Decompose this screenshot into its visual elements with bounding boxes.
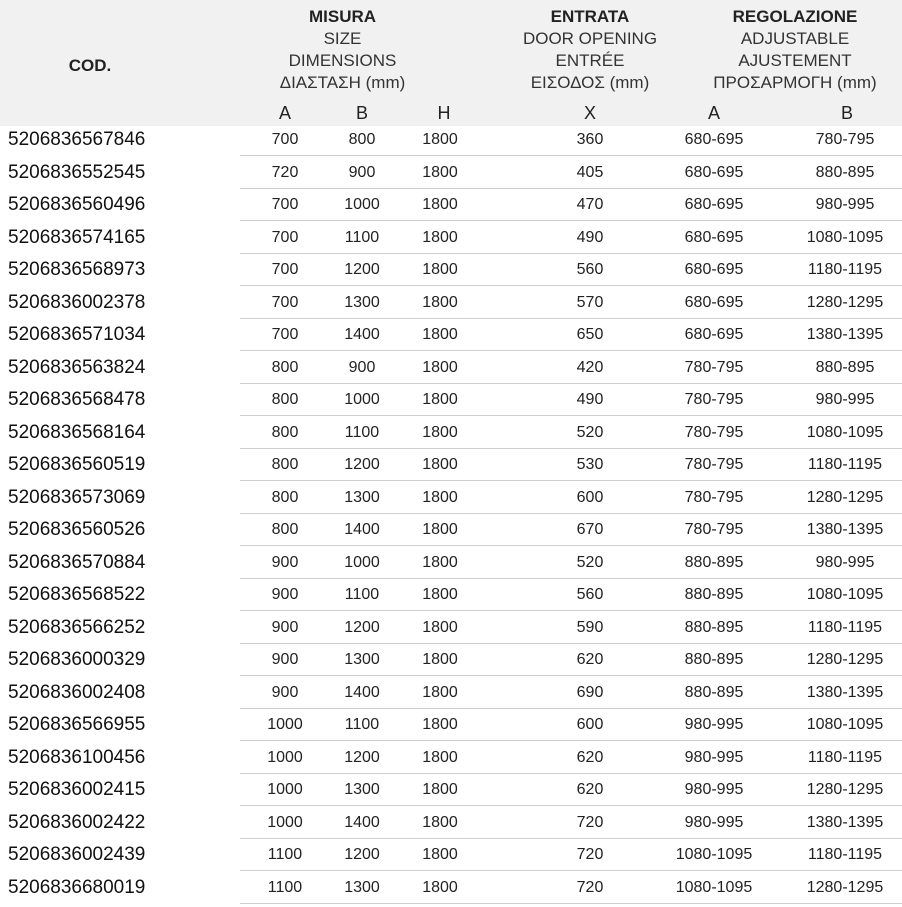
product-code-cell: 5206836568478: [8, 389, 146, 410]
door-opening-cell: 360: [576, 131, 604, 148]
door-opening-cell: 490: [576, 228, 604, 246]
door-opening-cell: 620: [576, 748, 604, 766]
adjust-a-cell: 1080-1095: [675, 878, 753, 896]
table-row: [0, 319, 902, 351]
adjust-a-cell: 880-895: [684, 618, 744, 636]
size-h-cell: 1800: [422, 391, 458, 408]
table-row: [0, 612, 902, 644]
size-a-cell: 700: [271, 261, 299, 278]
entry-header: [500, 6, 680, 94]
door-opening-cell: 470: [576, 196, 604, 213]
door-opening-cell: 405: [576, 163, 604, 181]
size-a-cell: 1000: [267, 813, 303, 831]
door-opening-cell: 720: [576, 813, 604, 831]
door-opening-cell: 530: [576, 456, 604, 473]
size-a-cell: 700: [271, 228, 299, 246]
product-code-cell: 5206836568164: [8, 421, 146, 443]
table-row: [0, 384, 902, 416]
size-h-cell: 1800: [422, 358, 458, 376]
adjust-a-cell: 780-795: [684, 358, 744, 376]
door-opening-cell: 690: [576, 683, 604, 701]
size-h-cell: 1800: [422, 651, 458, 668]
size-b-cell: 1300: [344, 878, 380, 896]
product-code-cell: 5206836552545: [8, 161, 146, 183]
size-a-cell: 1100: [267, 846, 303, 863]
size-h-cell: 1800: [422, 293, 458, 311]
door-opening-cell: 720: [576, 846, 604, 863]
size-h-cell: 1800: [422, 521, 458, 538]
door-opening-cell: 670: [576, 521, 604, 538]
size-b-cell: 1100: [344, 716, 380, 733]
table-row: [0, 514, 902, 546]
door-opening-cell: 520: [576, 553, 604, 571]
adjust-b-cell: 1280-1295: [806, 878, 884, 896]
adjust-a-cell: 880-895: [684, 683, 744, 701]
product-code-cell: 5206836571034: [8, 324, 146, 345]
size-a-cell: 700: [271, 131, 299, 148]
table-row: [0, 157, 902, 189]
size-a-cell: 800: [271, 488, 299, 506]
product-code-cell: 5206836570884: [8, 551, 146, 573]
product-code-cell: 5206836000329: [8, 649, 146, 670]
size-h-cell: 1800: [422, 878, 458, 896]
size-b-cell: 1400: [344, 813, 380, 831]
size-header-it: MISURA: [308, 7, 377, 26]
table-row: [0, 839, 902, 871]
door-opening-cell: 560: [576, 586, 604, 603]
adjust-b-cell: 1280-1295: [806, 293, 884, 311]
door-opening-cell: 620: [576, 781, 604, 798]
door-opening-cell: 620: [576, 651, 604, 668]
size-b-cell: 1200: [344, 618, 380, 636]
adjust-b-cell: 1080-1095: [806, 716, 884, 733]
adjust-b-cell: 980-995: [815, 553, 875, 571]
size-b-cell: 1400: [344, 326, 380, 343]
size-b-cell: 1300: [344, 293, 380, 311]
table-row: [0, 222, 902, 254]
code-header-label: COD.: [68, 56, 112, 75]
size-a-cell: 700: [271, 196, 299, 213]
adjust-a-cell: 680-695: [684, 228, 744, 246]
product-code-cell: 5206836002378: [8, 291, 146, 313]
size-h-cell: 1800: [422, 456, 458, 473]
size-h-cell: 1800: [422, 683, 458, 701]
table-row: [0, 254, 902, 286]
size-a-cell: 800: [271, 358, 299, 376]
subheader-adjust-a: A: [707, 103, 720, 123]
adjust-b-cell: 1380-1395: [806, 521, 884, 538]
adjust-b-cell: 1080-1095: [806, 228, 884, 246]
door-opening-cell: 490: [576, 391, 604, 408]
adjust-b-cell: 1080-1095: [806, 586, 884, 603]
size-h-cell: 1800: [422, 618, 458, 636]
product-code-cell: 5206836566252: [8, 616, 146, 638]
adjust-b-cell: 1380-1395: [806, 813, 884, 831]
adjust-header-fr: AJUSTEMENT: [738, 51, 852, 70]
size-b-cell: 1200: [344, 261, 380, 278]
table-row: [0, 872, 902, 904]
door-opening-cell: 650: [576, 326, 604, 343]
size-b-cell: 1300: [344, 651, 380, 668]
size-b-cell: 1200: [344, 846, 380, 863]
product-code-cell: 5206836567846: [8, 129, 146, 150]
table-row: [0, 287, 902, 319]
adjust-a-cell: 780-795: [684, 391, 744, 408]
size-h-cell: 1800: [422, 228, 458, 246]
size-b-cell: 900: [348, 163, 376, 181]
adjust-a-cell: 980-995: [684, 813, 744, 831]
product-code-cell: 5206836560496: [8, 194, 146, 215]
size-h-cell: 1800: [422, 261, 458, 278]
subheader-h: H: [437, 103, 451, 123]
door-opening-cell: 600: [576, 716, 604, 733]
adjust-a-cell: 680-695: [684, 261, 744, 278]
product-code-cell: 5206836002422: [8, 811, 146, 833]
size-header-en2: DIMENSIONS: [288, 51, 397, 70]
product-code-cell: 5206836568522: [8, 584, 146, 605]
size-a-cell: 1000: [267, 781, 303, 798]
size-a-cell: 1000: [267, 716, 303, 733]
adjust-b-cell: 980-995: [815, 391, 875, 408]
adjust-b-cell: 1280-1295: [806, 781, 884, 798]
table-row: [0, 449, 902, 481]
adjust-a-cell: 680-695: [684, 326, 744, 343]
size-b-cell: 1100: [344, 423, 380, 441]
size-h-cell: 1800: [422, 586, 458, 603]
table-row: [0, 709, 902, 741]
entry-header-en: DOOR OPENING: [522, 29, 658, 48]
size-b-cell: 1000: [344, 391, 380, 408]
adjust-a-cell: 980-995: [684, 748, 744, 766]
product-code-cell: 5206836100456: [8, 746, 146, 768]
size-a-cell: 900: [271, 683, 299, 701]
size-h-cell: 1800: [422, 716, 458, 733]
size-a-cell: 800: [271, 521, 299, 538]
adjust-b-cell: 1380-1395: [806, 683, 884, 701]
size-h-cell: 1800: [422, 553, 458, 571]
adjust-a-cell: 780-795: [684, 488, 744, 506]
adjust-a-cell: 680-695: [684, 163, 744, 181]
adjust-a-cell: 680-695: [684, 196, 744, 213]
size-h-cell: 1800: [422, 748, 458, 766]
adjust-header: [700, 6, 890, 94]
adjust-header-gr: ΠΡΟΣΑΡΜΟΓΗ (mm): [713, 73, 877, 92]
product-code-cell: 5206836002415: [8, 779, 146, 800]
subheader-x: X: [583, 103, 596, 123]
size-b-cell: 900: [348, 358, 376, 376]
table-row: [0, 742, 902, 774]
size-b-cell: 1400: [344, 521, 380, 538]
size-h-cell: 1800: [422, 781, 458, 798]
size-a-cell: 700: [271, 293, 299, 311]
size-b-cell: 1300: [344, 488, 380, 506]
product-code-cell: 5206836002439: [8, 844, 146, 865]
adjust-b-cell: 1280-1295: [806, 488, 884, 506]
adjust-b-cell: 1080-1095: [806, 423, 884, 441]
adjust-a-cell: 980-995: [684, 716, 744, 733]
adjust-b-cell: 1280-1295: [806, 651, 884, 668]
adjust-a-cell: 880-895: [684, 651, 744, 668]
size-h-cell: 1800: [422, 196, 458, 213]
product-code-cell: 5206836563824: [8, 356, 146, 378]
size-a-cell: 900: [271, 586, 299, 603]
row-divider: [240, 903, 902, 904]
adjust-a-cell: 880-895: [684, 553, 744, 571]
adjust-b-cell: 1380-1395: [806, 326, 884, 343]
size-a-cell: 900: [271, 618, 299, 636]
size-b-cell: 1200: [344, 748, 380, 766]
adjust-b-cell: 1180-1195: [807, 748, 883, 766]
table-row: [0, 579, 902, 611]
product-code-cell: 5206836568973: [8, 259, 146, 280]
adjust-b-cell: 780-795: [815, 131, 875, 148]
size-b-cell: 800: [348, 131, 376, 148]
product-code-cell: 5206836566955: [8, 714, 146, 735]
adjust-b-cell: 1180-1195: [807, 456, 883, 473]
subheader-adjust-b: B: [840, 103, 853, 123]
product-code-cell: 5206836574165: [8, 226, 146, 248]
entry-header-it: ENTRATA: [550, 7, 630, 26]
adjust-b-cell: 1180-1195: [807, 261, 883, 278]
size-header: [255, 6, 430, 94]
table-header: [0, 0, 902, 126]
product-code-cell: 5206836002408: [8, 681, 146, 703]
size-h-cell: 1800: [422, 131, 458, 148]
size-b-cell: 1100: [344, 586, 380, 603]
size-a-cell: 1000: [267, 748, 303, 766]
size-a-cell: 800: [271, 456, 299, 473]
size-b-cell: 1200: [344, 456, 380, 473]
door-opening-cell: 720: [576, 878, 604, 896]
code-header: [40, 55, 140, 77]
adjust-b-cell: 1180-1195: [807, 618, 883, 636]
size-b-cell: 1000: [344, 553, 380, 571]
product-code-cell: 5206836573069: [8, 486, 146, 508]
table-row: [0, 547, 902, 579]
size-a-cell: 800: [271, 423, 299, 441]
size-b-cell: 1000: [344, 196, 380, 213]
table-row: [0, 352, 902, 384]
table-row: [0, 644, 902, 676]
product-code-cell: 5206836680019: [8, 876, 146, 898]
door-opening-cell: 560: [576, 261, 604, 278]
size-header-gr: ΔΙΑΣΤΑΣΗ (mm): [279, 73, 406, 92]
door-opening-cell: 570: [576, 293, 604, 311]
size-b-cell: 1100: [344, 228, 380, 246]
size-b-cell: 1300: [344, 781, 380, 798]
adjust-a-cell: 980-995: [684, 781, 744, 798]
size-h-cell: 1800: [422, 488, 458, 506]
size-header-en: SIZE: [323, 29, 362, 48]
adjust-a-cell: 780-795: [684, 521, 744, 538]
door-opening-cell: 520: [576, 423, 604, 441]
size-h-cell: 1800: [422, 326, 458, 343]
size-a-cell: 900: [271, 651, 299, 668]
adjust-header-it: REGOLAZIONE: [732, 7, 858, 26]
adjust-b-cell: 980-995: [815, 196, 875, 213]
adjust-a-cell: 680-695: [684, 131, 744, 148]
adjust-b-cell: 1180-1195: [807, 846, 883, 863]
adjust-a-cell: 880-895: [684, 586, 744, 603]
table-row: [0, 807, 902, 839]
entry-header-gr: ΕΙΣΟΔΟΣ (mm): [530, 73, 650, 92]
table-row: [0, 677, 902, 709]
adjust-header-en: ADJUSTABLE: [740, 29, 850, 48]
table-row: [0, 417, 902, 449]
size-h-cell: 1800: [422, 423, 458, 441]
adjust-a-cell: 1080-1095: [675, 846, 753, 863]
door-opening-cell: 420: [576, 358, 604, 376]
size-h-cell: 1800: [422, 846, 458, 863]
table-row: [0, 124, 902, 156]
subheader-b: B: [355, 103, 368, 123]
adjust-b-cell: 880-895: [815, 163, 875, 181]
product-code-cell: 5206836560519: [8, 454, 146, 475]
size-b-cell: 1400: [344, 683, 380, 701]
table-row: [0, 774, 902, 806]
size-h-cell: 1800: [422, 163, 458, 181]
table-row: [0, 189, 902, 221]
table-row: [0, 482, 902, 514]
subheader-a: A: [278, 103, 291, 123]
door-opening-cell: 600: [576, 488, 604, 506]
adjust-b-cell: 880-895: [815, 358, 875, 376]
size-a-cell: 800: [271, 391, 299, 408]
size-h-cell: 1800: [422, 813, 458, 831]
size-a-cell: 900: [271, 553, 299, 571]
size-a-cell: 1100: [267, 878, 303, 896]
entry-header-fr: ENTRÉE: [555, 51, 625, 70]
size-a-cell: 700: [271, 326, 299, 343]
adjust-a-cell: 780-795: [684, 456, 744, 473]
size-a-cell: 720: [271, 163, 299, 181]
adjust-a-cell: 680-695: [684, 293, 744, 311]
door-opening-cell: 590: [576, 618, 604, 636]
adjust-a-cell: 780-795: [684, 423, 744, 441]
product-code-cell: 5206836560526: [8, 519, 146, 540]
